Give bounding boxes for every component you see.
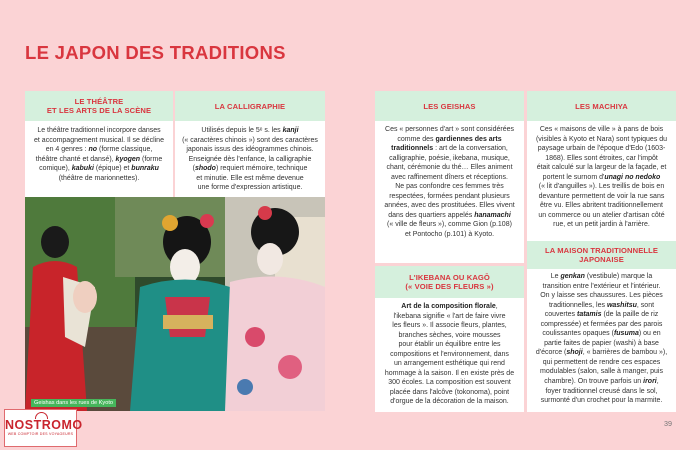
theatre-section <box>25 91 173 197</box>
photo-caption: Geishas dans les rues de Kyoto <box>31 399 116 407</box>
text-line: d'écorce (shoji, « barrières de bambou »), <box>535 349 668 357</box>
text-line: (« caractères chinois ») sont des caractères <box>182 136 318 144</box>
text-line: branches sèches, voire mousses <box>398 331 501 339</box>
text-line: avec raffinement dîners et réceptions. <box>391 173 508 181</box>
maison-text <box>527 269 676 406</box>
text-line: transition entre l'extérieur et l'intérieur. <box>542 282 661 290</box>
text-line: un commerce ou un atelier d'artisan côté <box>538 211 665 219</box>
machiya-text <box>527 121 676 230</box>
text-line: 300 écoles. La composition est souvent <box>388 379 511 387</box>
text-line: et Pontocho (p.101) à Kyoto. <box>404 231 495 239</box>
text-line: hommage à la saison. Il en existe près de <box>384 369 515 377</box>
text-line: respectées, formées pendant plusieurs <box>389 192 510 200</box>
geishas-heading: LES GEISHAS <box>375 91 524 121</box>
text-line: Le genkan (vestibule) marque la <box>550 273 653 280</box>
page-title: LE JAPON DES TRADITIONS <box>25 42 286 63</box>
machiya-section <box>527 91 676 241</box>
maison-heading-line1: LA MAISON TRADITIONNELLE <box>544 246 659 255</box>
text-line: qui permettent de rendre ces espaces <box>542 358 661 366</box>
maison-heading <box>527 241 676 269</box>
theatre-heading-line2: ET LES ARTS DE LA SCÈNE <box>46 106 152 115</box>
text-line: Ces « maisons de ville » à pans de bois <box>539 126 664 133</box>
text-line: chant, cérémonie du thé… Elles animent <box>386 164 513 172</box>
text-line: paysage urbain de l'époque d'Edo (1603- <box>537 145 666 153</box>
text-line: en 4 genres : no (forme classique, <box>45 146 153 154</box>
logo-tagline: WEB COMPTOIR DES VOYAGEURS <box>7 432 74 436</box>
text-line: portent le surnom d'unagi no nedoko <box>542 173 661 181</box>
machiya-heading: LES MACHIYA <box>527 91 676 121</box>
logo-name: NOSTROMO <box>5 418 83 432</box>
calligraphie-section <box>175 91 325 197</box>
text-line: pour établir un équilibre entre les <box>398 341 501 349</box>
ikebana-text <box>375 298 524 407</box>
text-line: théâtre chanté et dansé), kyogen (forme <box>35 155 163 163</box>
text-line: les fleurs ». Il associe fleurs, plantes, <box>392 322 507 330</box>
calligraphie-heading: LA CALLIGRAPHIE <box>175 91 325 121</box>
text-line: un arrangement esthétique qui rend <box>394 360 505 368</box>
geishas-photo <box>25 197 325 411</box>
text-line: traditionnels : art de la conversation, <box>391 145 508 153</box>
text-line: rue, et un petit jardin à l'arrière. <box>553 221 650 229</box>
text-line: une forme d'expression artistique. <box>197 184 303 192</box>
ikebana-heading <box>375 266 524 298</box>
logo-arc-shape <box>35 412 48 419</box>
text-line: traditionnelles, les washitsu, sont <box>548 301 655 309</box>
text-line: Ne pas confondre ces femmes très <box>395 183 504 191</box>
text-line: calligraphie, poésie, ikebana, musique, <box>389 154 510 162</box>
text-line: était calculé sur la largeur de la façade, et <box>536 164 667 172</box>
text-line: (« ville de fleurs »), comme Gion (p.108) <box>387 221 512 229</box>
text-line: compositions et l'environnement, dans <box>390 350 509 358</box>
text-line: couvertes tatamis (de la paille de riz <box>544 311 659 319</box>
text-line: surmonté d'un crochet pour la marmite. <box>540 397 663 405</box>
maison-section <box>527 241 676 412</box>
page-number: 39 <box>664 419 672 428</box>
text-line: comme des gardiennes des arts <box>397 135 502 143</box>
calligraphie-text <box>175 121 325 193</box>
text-line: coulissantes opaques (fusuma) ou en <box>542 330 661 338</box>
text-line: compressée) et fermées par des parois <box>540 320 663 328</box>
text-line: (théâtre de marionnettes). <box>58 174 140 182</box>
text-line: (shodo) requiert mémoire, technique <box>192 165 308 173</box>
text-line: et accompagnement musical. Il se décline <box>34 136 164 144</box>
text-line: Ces « personnes d'art » sont considérées <box>385 126 514 133</box>
geishas-section <box>375 91 524 263</box>
text-line: années, avec des prostituées. Elles vivent <box>384 202 515 210</box>
text-line: 1868). Elles sont étroites, car l'impôt <box>545 154 658 162</box>
text-line: être vu. Elles abritent traditionnellement <box>540 202 663 210</box>
text-line: et minutie. Elle est même devenue <box>196 174 304 182</box>
text-line: Utilisés depuis le 5ᵉ s. les kanji <box>201 127 299 134</box>
text-line: Le théâtre traditionnel incorpore danses <box>37 127 161 134</box>
text-line: comique), kabuki (épique) et bunraku <box>39 165 159 173</box>
text-line: Enseignée dès l'enfance, la calligraphie <box>188 155 312 163</box>
geishas-text <box>375 121 524 240</box>
theatre-text <box>25 121 173 183</box>
text-line: devanture permettent de voir la rue sans <box>538 192 665 200</box>
text-line: Art de la composition florale, <box>401 303 498 310</box>
text-line: On y laisse ses chaussures. Les pièces <box>540 292 663 300</box>
theatre-heading <box>25 91 173 121</box>
text-line: placée dans l'alcôve (tokonoma), point <box>389 388 510 396</box>
maison-heading-line2: JAPONAISE <box>579 255 624 264</box>
ikebana-heading-line1: L'IKEBANA OU KAGŌ <box>409 273 490 282</box>
text-line: foyer traditionnel creusé dans le sol, <box>545 387 658 395</box>
text-line: l'ikebana signifie « l'art de faire vivre <box>393 312 506 320</box>
text-line: (visibles à Kyoto et Nara) sont typiques du <box>535 135 668 143</box>
text-line: chambre). On trouve parfois un irori, <box>544 378 659 386</box>
text-line: japonais issus des idéogrammes chinois. <box>186 146 314 154</box>
ikebana-section <box>375 266 524 412</box>
nostromo-logo <box>4 409 83 447</box>
text-line: d'orgue de la décoration de la maison. <box>390 398 509 406</box>
ikebana-heading-line2: (« VOIE DES FLEURS ») <box>405 282 494 291</box>
text-line: partie faites de papier (washi) à base <box>544 339 659 347</box>
text-line: dans des quartiers appelés hanamachi <box>388 211 511 219</box>
text-line: modulables (salon, salle à manger, puis <box>540 368 663 376</box>
text-line: (« lit d'anguilles »). Les treillis de bois en <box>538 183 665 191</box>
theatre-heading-line1: LE THÉÂTRE <box>74 97 124 106</box>
